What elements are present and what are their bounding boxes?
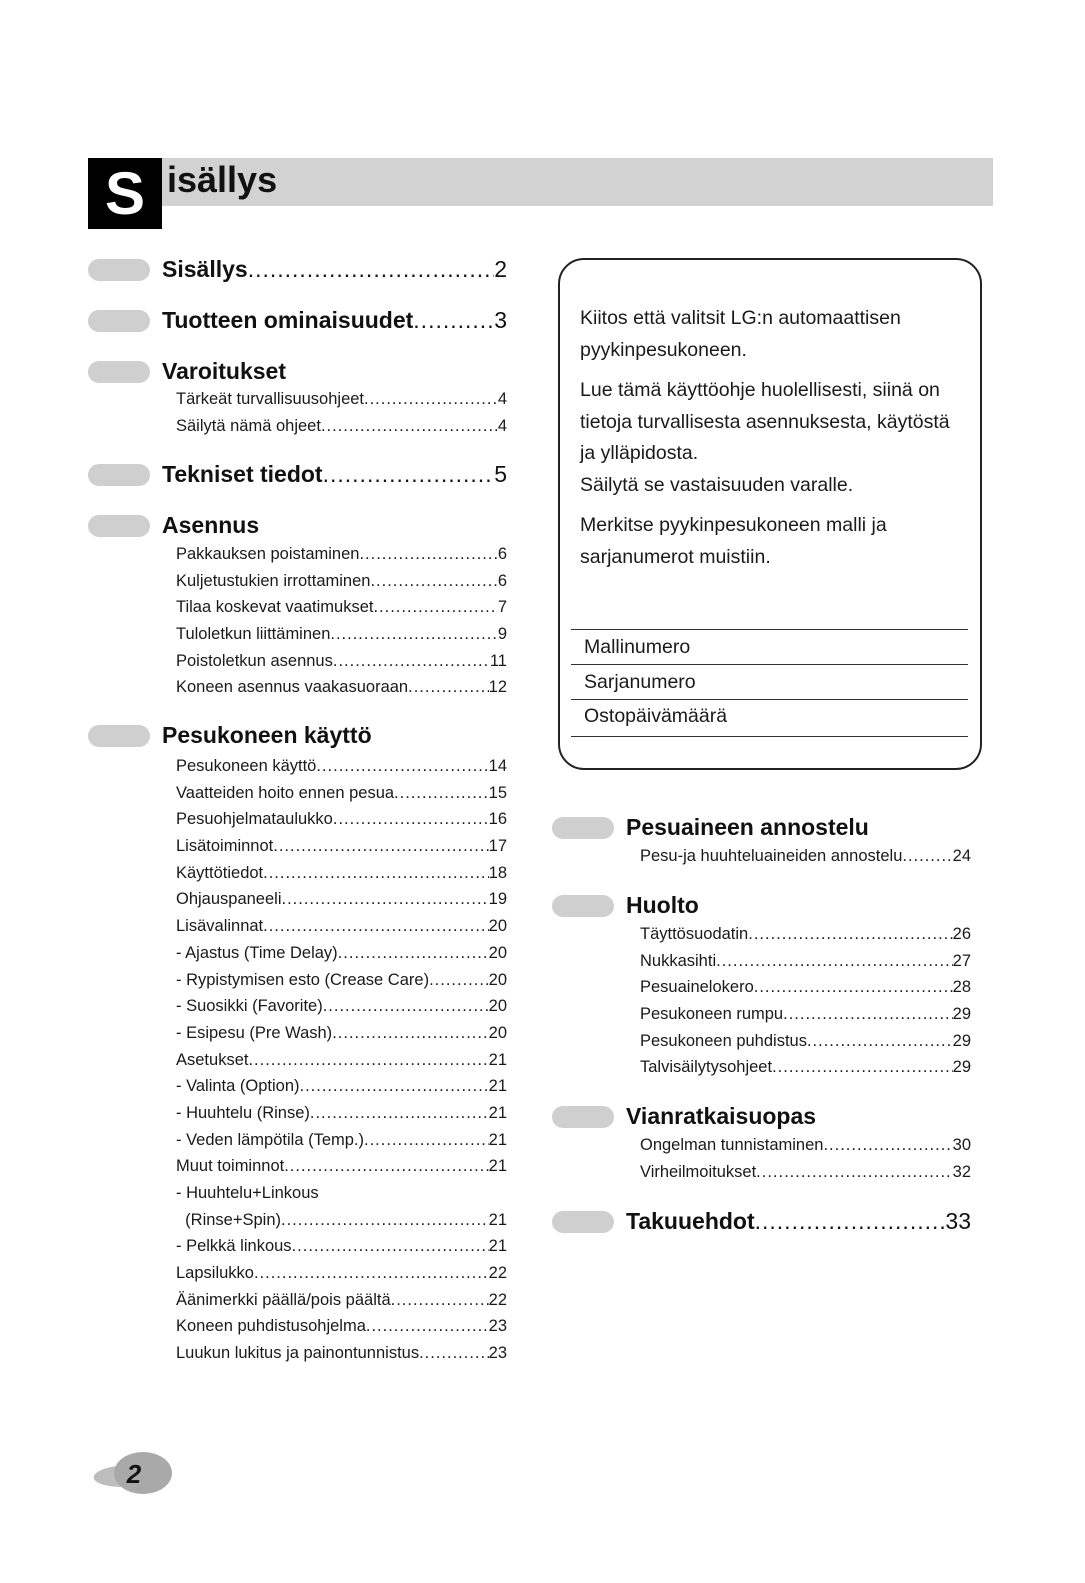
info-paragraph: Säilytä se vastaisuuden varalle. bbox=[580, 473, 854, 496]
toc-item[interactable]: Lisätoiminnot ..... 17 bbox=[176, 833, 507, 860]
section-pill bbox=[552, 817, 614, 839]
toc-item[interactable]: Ohjauspaneeli ..... 19 bbox=[176, 886, 507, 913]
toc-item[interactable]: - Ajastus (Time Delay) ..... 20 bbox=[176, 940, 507, 967]
toc-item[interactable]: Luukun lukitus ja painontunnistus ..... 23 bbox=[176, 1340, 507, 1367]
toc-item[interactable]: Pesu-ja huuhteluaineiden annostelu ..... 24 bbox=[640, 843, 971, 870]
field-divider bbox=[571, 699, 968, 700]
title-initial: S bbox=[88, 158, 162, 229]
toc-item[interactable]: (Rinse+Spin) ..... 21 bbox=[176, 1207, 507, 1234]
toc-list-pesuaineen-annostelu bbox=[640, 843, 971, 870]
field-divider bbox=[571, 629, 968, 630]
toc-item[interactable]: - Huuhtelu+Linkous bbox=[176, 1184, 319, 1202]
toc-item[interactable]: Pesukoneen rumpu ..... 29 bbox=[640, 1001, 971, 1028]
toc-heading-pesukoneen-kaytto[interactable]: Pesukoneen käyttö bbox=[162, 722, 372, 748]
toc-item[interactable]: Tilaa koskevat vaatimukset ..... 7 bbox=[176, 594, 507, 621]
toc-item[interactable]: - Esipesu (Pre Wash) ..... 20 bbox=[176, 1020, 507, 1047]
toc-heading-takuuehdot[interactable]: Takuuehdot ..... 33 bbox=[626, 1207, 971, 1235]
section-pill bbox=[88, 259, 150, 281]
toc-item[interactable]: Virheilmoitukset ..... 32 bbox=[640, 1159, 971, 1186]
section-pill bbox=[552, 1106, 614, 1128]
toc-item[interactable]: Äänimerkki päällä/pois päältä ..... 22 bbox=[176, 1287, 507, 1314]
toc-item[interactable]: Kuljetustukien irrottaminen ..... 6 bbox=[176, 568, 507, 595]
toc-heading-pesuaineen-annostelu[interactable]: Pesuaineen annostelu bbox=[626, 814, 869, 840]
toc-item[interactable]: - Valinta (Option) ..... 21 bbox=[176, 1073, 507, 1100]
toc-heading-huolto[interactable]: Huolto bbox=[626, 892, 699, 918]
toc-item[interactable]: Pesukoneen käyttö ..... 14 bbox=[176, 753, 507, 780]
toc-heading-sisallys[interactable]: Sisällys ..... 2 bbox=[162, 255, 507, 283]
toc-item[interactable]: Pesuainelokero ..... 28 bbox=[640, 974, 971, 1001]
toc-item[interactable]: Pakkauksen poistaminen ..... 6 bbox=[176, 541, 507, 568]
toc-heading-varoitukset[interactable]: Varoitukset bbox=[162, 358, 286, 384]
toc-item[interactable]: Talvisäilytysohjeet ..... 29 bbox=[640, 1054, 971, 1081]
toc-item[interactable]: Tärkeät turvallisuusohjeet ..... 4 bbox=[176, 386, 507, 413]
toc-list-vianratkaisuopas bbox=[640, 1132, 971, 1185]
toc-item[interactable]: Poistoletkun asennus ..... 11 bbox=[176, 648, 507, 675]
field-label-serial: Sarjanumero bbox=[584, 671, 696, 693]
section-pill bbox=[88, 361, 150, 383]
section-pill bbox=[552, 895, 614, 917]
toc-item[interactable]: - Veden lämpötila (Temp.) ..... 21 bbox=[176, 1127, 507, 1154]
toc-item[interactable]: - Rypistymisen esto (Crease Care) ..... 20 bbox=[176, 967, 507, 994]
toc-list-huolto bbox=[640, 921, 971, 1081]
toc-item[interactable]: Tuloletkun liittäminen ..... 9 bbox=[176, 621, 507, 648]
toc-item[interactable]: Asetukset ..... 21 bbox=[176, 1047, 507, 1074]
toc-list-pesukoneen-kaytto bbox=[176, 753, 507, 1367]
section-pill bbox=[88, 464, 150, 486]
toc-heading-tuotteen-ominaisuudet[interactable]: Tuotteen ominaisuudet ..... 3 bbox=[162, 306, 507, 334]
toc-item[interactable]: Lisävalinnat ..... 20 bbox=[176, 913, 507, 940]
section-pill bbox=[88, 725, 150, 747]
info-paragraph: Lue tämä käyttöohje huolellisesti, siinä on tietoja turvallisesta asennuksesta, käytöstä ja ylläpidosta. bbox=[580, 379, 950, 464]
toc-item[interactable]: - Pelkkä linkous ..... 21 bbox=[176, 1233, 507, 1260]
field-label-purchase-date: Ostopäivämäärä bbox=[584, 705, 728, 727]
toc-item[interactable]: Pesukoneen puhdistus ..... 29 bbox=[640, 1028, 971, 1055]
toc-item[interactable]: Muut toiminnot ..... 21 bbox=[176, 1153, 507, 1180]
field-divider bbox=[571, 736, 968, 737]
toc-item[interactable]: Vaatteiden hoito ennen pesua ..... 15 bbox=[176, 780, 507, 807]
info-paragraph: Kiitos että valitsit LG:n automaattisen pyykinpesukoneen. bbox=[580, 307, 901, 361]
toc-list-asennus bbox=[176, 541, 507, 701]
toc-item[interactable]: Nukkasihti ..... 27 bbox=[640, 948, 971, 975]
section-pill bbox=[552, 1211, 614, 1233]
field-divider bbox=[571, 664, 968, 665]
toc-heading-tekniset-tiedot[interactable]: Tekniset tiedot ..... 5 bbox=[162, 460, 507, 488]
section-pill bbox=[88, 515, 150, 537]
toc-item[interactable]: Ongelman tunnistaminen ..... 30 bbox=[640, 1132, 971, 1159]
info-text bbox=[580, 303, 970, 582]
toc-item[interactable]: Käyttötiedot ..... 18 bbox=[176, 860, 507, 887]
toc-item[interactable]: Säilytä nämä ohjeet ..... 4 bbox=[176, 413, 507, 440]
toc-item[interactable]: Koneen puhdistusohjelma ..... 23 bbox=[176, 1313, 507, 1340]
toc-item[interactable]: Pesuohjelmataulukko ..... 16 bbox=[176, 806, 507, 833]
toc-item[interactable]: Täyttösuodatin ..... 26 bbox=[640, 921, 971, 948]
toc-heading-asennus[interactable]: Asennus bbox=[162, 512, 260, 538]
page-title: isällys bbox=[167, 159, 278, 200]
section-pill bbox=[88, 310, 150, 332]
page-number: 2 bbox=[126, 1459, 142, 1489]
toc-item[interactable]: Koneen asennus vaakasuoraan ..... 12 bbox=[176, 674, 507, 701]
toc-item[interactable]: - Suosikki (Favorite) ..... 20 bbox=[176, 993, 507, 1020]
toc-heading-vianratkaisuopas[interactable]: Vianratkaisuopas bbox=[626, 1103, 817, 1129]
toc-list-varoitukset bbox=[176, 386, 507, 439]
toc-item[interactable]: - Huuhtelu (Rinse) ..... 21 bbox=[176, 1100, 507, 1127]
field-label-model: Mallinumero bbox=[584, 636, 691, 658]
toc-item[interactable]: Lapsilukko ..... 22 bbox=[176, 1260, 507, 1287]
info-paragraph: Merkitse pyykinpesukoneen malli ja sarjanumerot muistiin. bbox=[580, 514, 887, 568]
